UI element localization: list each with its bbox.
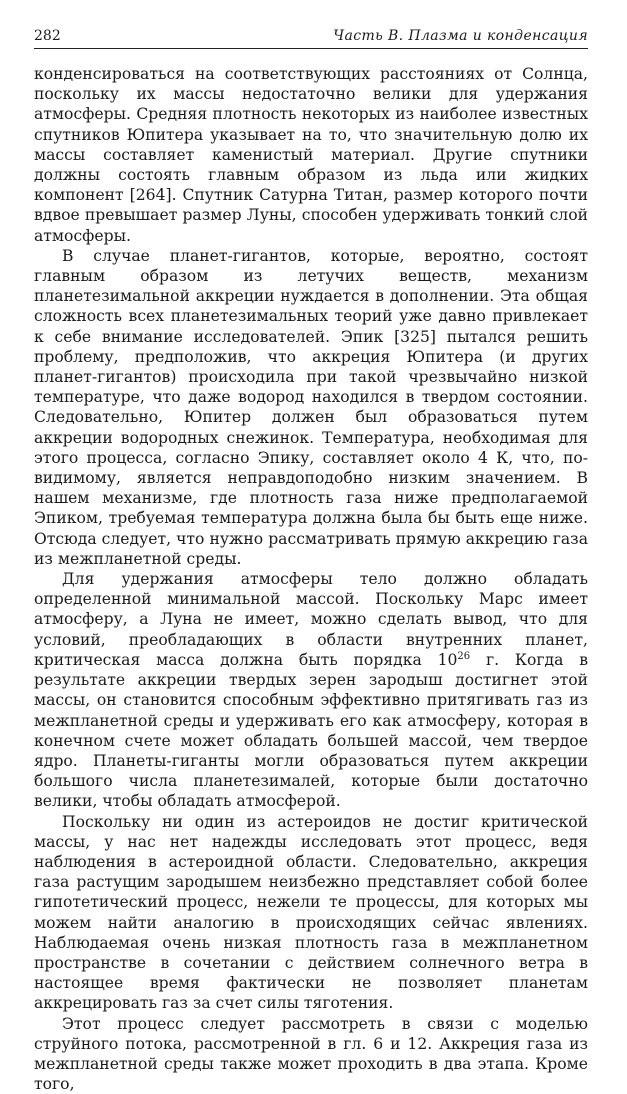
running-title: Часть B. Плазма и конденсация [333,28,588,44]
paragraph-4: Поскольку ни один из астероидов не достиг критической массы, у нас нет надежды исследовать этот процесс, ведя наблюдения в астероидной области. Следовательно, аккреция газа растущим зародышем неизбежно представляет собой более гипотетический процесс, нежели те процессы, для которых мы можем найти аналогию в происходящих сейчас явлениях. Наблюдаемая очень низкая плотность газа в межпланетном пространстве в сочетании с действием солнечного ветра в настоящее время фактически не позволяет планетам аккрецировать газ за счет силы тяготения. [34,812,588,1013]
page-header [34,26,588,49]
paragraph-3-part-2: г. Когда в результате аккреции твердых зерен зародыш достигнет этой массы, он становится способным эффективно притягивать газ из межпланетной среды и удерживать его как атмосферу, которая в конечном счете может обладать большей массой, чем твердое ядро. Планеты-гиганты могли образоваться путем аккреции большого числа планетезималей, которые были достаточно велики, чтобы обладать атмосферой. [34,650,588,811]
paragraph-3 [34,569,588,811]
paragraph-2: В случае планет-гигантов, которые, вероятно, состоят главным образом из летучих веществ, механизм планетезимальной аккреции нуждается в дополнении. Эта общая сложность всех планетезимальных теорий уже давно привлекает к себе внимание исследователей. Эпик [325] пытался решить проблему, предположив, что аккреция Юпитера (и других планет-гигантов) происходила при такой чрезвычайно низкой температуре, что даже водород находился в твердом состоянии. Следовательно, Юпитер должен был образоваться путем аккреции водородных снежинок. Температура, необходимая для этого процесса, согласно Эпику, составляет около 4 К, что, по-видимому, является неправдоподобно низким значением. В нашем механизме, где плотность газа ниже предполагаемой Эпиком, требуемая температура должна была бы быть еще ниже. Отсюда следует, что нужно рассматривать прямую аккрецию газа из межпланетной среды. [34,246,588,568]
paragraph-5: Этот процесс следует рассмотреть в связи с моделью струйного потока, рассмотренной в гл. 6 и 12. Аккреция газа из межпланетной среды также может проходить в два этапа. Кроме того, [34,1014,588,1094]
paragraph-1: конденсироваться на соответствующих расстояниях от Солнца, поскольку их массы недостаточно велики для удержания атмосферы. Средняя плотность некоторых из наиболее известных спутников Юпитера указывает на то, что значительную долю их массы составляет каменистый материал. Другие спутники должны состоять главным образом из льда или жидких компонент [264]. Спутник Сатурна Титан, размер которого почти вдвое превышает размер Луны, способен удерживать тонкий слой атмосферы. [34,65,588,245]
exponent: 26 [457,650,471,662]
paragraph-3-part-1: Для удержания атмосферы тело должно обладать определенной минимальной массой. Поскольку Марс имеет атмосферу, а Луна не имеет, можно сделать вывод, что для условий, преобладающих в области внутренних планет, критическая масса должна быть порядка 10 [34,570,588,669]
page-number: 282 [34,28,61,44]
body-text [34,64,588,1094]
